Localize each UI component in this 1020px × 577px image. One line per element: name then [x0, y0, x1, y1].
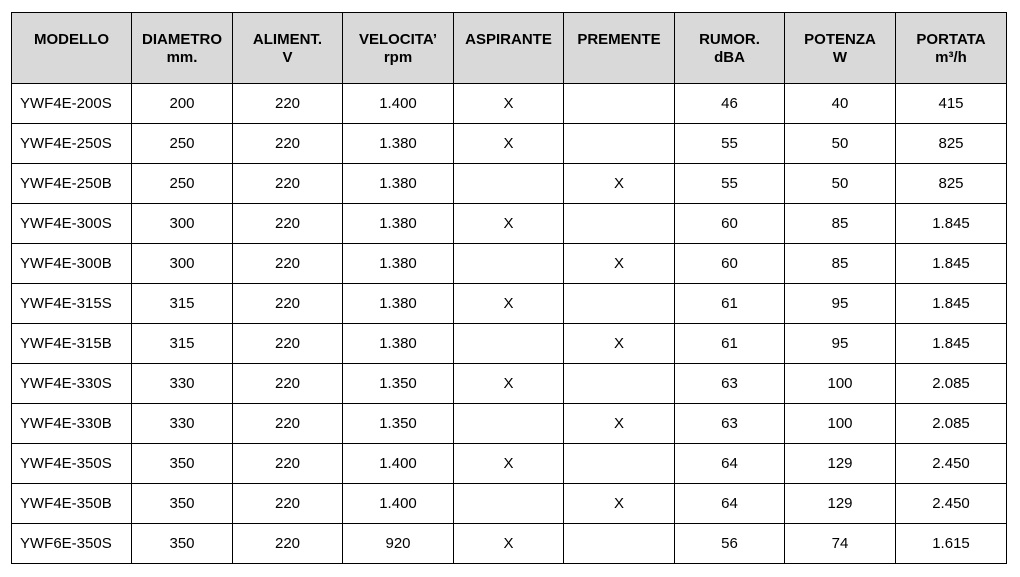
column-header-diametro	[132, 13, 233, 84]
cell-potenza: 129	[785, 444, 896, 484]
cell-aliment: 220	[233, 244, 343, 284]
column-header-unit: mm.	[166, 49, 198, 66]
fan-specification-table	[11, 12, 1007, 564]
column-header-portata	[896, 13, 1007, 84]
cell-aspirante	[454, 324, 564, 364]
cell-aliment: 220	[233, 364, 343, 404]
table-header	[12, 13, 1007, 84]
column-header-premente	[564, 13, 675, 84]
cell-aliment: 220	[233, 284, 343, 324]
cell-rumor: 64	[675, 444, 785, 484]
cell-portata: 2.450	[896, 444, 1007, 484]
cell-velocita: 1.400	[343, 84, 454, 124]
cell-velocita: 1.350	[343, 364, 454, 404]
cell-portata: 825	[896, 124, 1007, 164]
cell-aliment: 220	[233, 84, 343, 124]
cell-aspirante: X	[454, 84, 564, 124]
table-row	[12, 524, 1007, 564]
cell-portata: 1.845	[896, 324, 1007, 364]
column-header-label: PREMENTE	[577, 31, 661, 48]
column-header-unit: rpm	[383, 49, 413, 66]
cell-potenza: 85	[785, 244, 896, 284]
cell-premente	[564, 204, 675, 244]
cell-velocita: 1.350	[343, 404, 454, 444]
column-header-unit: m³/h	[935, 49, 967, 66]
table-row	[12, 484, 1007, 524]
cell-premente	[564, 124, 675, 164]
cell-rumor: 63	[675, 404, 785, 444]
cell-aliment: 220	[233, 484, 343, 524]
cell-aliment: 220	[233, 404, 343, 444]
table-row	[12, 204, 1007, 244]
cell-diametro: 200	[132, 84, 233, 124]
cell-premente	[564, 364, 675, 404]
cell-aspirante	[454, 484, 564, 524]
cell-rumor: 60	[675, 244, 785, 284]
table-row	[12, 404, 1007, 444]
column-header-label: ALIMENT.	[252, 31, 323, 48]
column-header-label: PORTATA	[916, 31, 986, 48]
cell-rumor: 61	[675, 324, 785, 364]
cell-aliment: 220	[233, 324, 343, 364]
cell-potenza: 129	[785, 484, 896, 524]
cell-rumor: 46	[675, 84, 785, 124]
cell-rumor: 60	[675, 204, 785, 244]
cell-aliment: 220	[233, 124, 343, 164]
cell-potenza: 95	[785, 324, 896, 364]
column-header-label: POTENZA	[804, 31, 876, 48]
cell-premente: X	[564, 484, 675, 524]
cell-modello: YWF4E-315S	[12, 284, 132, 324]
column-header-unit: W	[832, 49, 848, 66]
table-row	[12, 244, 1007, 284]
column-header-aspirante	[454, 13, 564, 84]
table-row	[12, 124, 1007, 164]
cell-premente: X	[564, 404, 675, 444]
column-header-label: ASPIRANTE	[465, 31, 552, 48]
table-row	[12, 84, 1007, 124]
cell-modello: YWF4E-200S	[12, 84, 132, 124]
cell-modello: YWF4E-315B	[12, 324, 132, 364]
cell-rumor: 64	[675, 484, 785, 524]
cell-modello: YWF4E-330S	[12, 364, 132, 404]
cell-premente: X	[564, 164, 675, 204]
column-header-label: DIAMETRO	[142, 31, 222, 48]
cell-potenza: 85	[785, 204, 896, 244]
column-header-modello	[12, 13, 132, 84]
cell-aspirante	[454, 244, 564, 284]
cell-aliment: 220	[233, 164, 343, 204]
cell-velocita: 1.380	[343, 284, 454, 324]
cell-premente: X	[564, 324, 675, 364]
cell-portata: 1.845	[896, 204, 1007, 244]
cell-potenza: 40	[785, 84, 896, 124]
cell-diametro: 300	[132, 204, 233, 244]
cell-diametro: 315	[132, 324, 233, 364]
cell-rumor: 61	[675, 284, 785, 324]
column-header-velocita	[343, 13, 454, 84]
cell-portata: 2.085	[896, 364, 1007, 404]
cell-potenza: 74	[785, 524, 896, 564]
header-row	[12, 13, 1007, 84]
cell-diametro: 350	[132, 524, 233, 564]
column-header-label: RUMOR.	[699, 31, 760, 48]
cell-diametro: 350	[132, 444, 233, 484]
cell-portata: 2.085	[896, 404, 1007, 444]
cell-diametro: 330	[132, 404, 233, 444]
cell-aspirante: X	[454, 444, 564, 484]
cell-modello: YWF4E-250B	[12, 164, 132, 204]
cell-diametro: 315	[132, 284, 233, 324]
cell-premente: X	[564, 244, 675, 284]
cell-modello: YWF4E-350S	[12, 444, 132, 484]
cell-velocita: 1.380	[343, 124, 454, 164]
cell-portata: 1.845	[896, 284, 1007, 324]
cell-premente	[564, 284, 675, 324]
cell-velocita: 1.400	[343, 444, 454, 484]
cell-potenza: 100	[785, 364, 896, 404]
cell-diametro: 300	[132, 244, 233, 284]
table-row	[12, 364, 1007, 404]
cell-premente	[564, 444, 675, 484]
cell-modello: YWF4E-300B	[12, 244, 132, 284]
cell-potenza: 100	[785, 404, 896, 444]
cell-diametro: 330	[132, 364, 233, 404]
cell-portata: 1.845	[896, 244, 1007, 284]
column-header-label: MODELLO	[34, 31, 109, 48]
cell-aspirante: X	[454, 204, 564, 244]
cell-premente	[564, 524, 675, 564]
cell-modello: YWF4E-300S	[12, 204, 132, 244]
cell-velocita: 1.380	[343, 164, 454, 204]
cell-modello: YWF4E-250S	[12, 124, 132, 164]
cell-modello: YWF4E-330B	[12, 404, 132, 444]
table-body	[12, 84, 1007, 564]
cell-modello: YWF6E-350S	[12, 524, 132, 564]
cell-velocita: 1.400	[343, 484, 454, 524]
cell-aliment: 220	[233, 524, 343, 564]
cell-premente	[564, 84, 675, 124]
cell-diametro: 350	[132, 484, 233, 524]
cell-diametro: 250	[132, 164, 233, 204]
cell-rumor: 55	[675, 164, 785, 204]
cell-potenza: 95	[785, 284, 896, 324]
cell-velocita: 1.380	[343, 244, 454, 284]
column-header-unit: V	[282, 49, 293, 66]
cell-potenza: 50	[785, 164, 896, 204]
table-row	[12, 444, 1007, 484]
column-header-potenza	[785, 13, 896, 84]
column-header-aliment	[233, 13, 343, 84]
table-row	[12, 284, 1007, 324]
cell-aliment: 220	[233, 444, 343, 484]
cell-aspirante: X	[454, 284, 564, 324]
cell-rumor: 63	[675, 364, 785, 404]
cell-portata: 415	[896, 84, 1007, 124]
cell-potenza: 50	[785, 124, 896, 164]
cell-aspirante	[454, 164, 564, 204]
cell-rumor: 55	[675, 124, 785, 164]
cell-aspirante	[454, 404, 564, 444]
cell-portata: 1.615	[896, 524, 1007, 564]
cell-portata: 2.450	[896, 484, 1007, 524]
cell-aspirante: X	[454, 364, 564, 404]
cell-aspirante: X	[454, 524, 564, 564]
cell-rumor: 56	[675, 524, 785, 564]
cell-portata: 825	[896, 164, 1007, 204]
cell-diametro: 250	[132, 124, 233, 164]
table-row	[12, 164, 1007, 204]
cell-velocita: 1.380	[343, 204, 454, 244]
cell-velocita: 1.380	[343, 324, 454, 364]
table-row	[12, 324, 1007, 364]
cell-aspirante: X	[454, 124, 564, 164]
cell-velocita: 920	[343, 524, 454, 564]
column-header-unit: dBA	[714, 49, 745, 66]
cell-aliment: 220	[233, 204, 343, 244]
column-header-label: VELOCITA’	[358, 31, 438, 48]
cell-modello: YWF4E-350B	[12, 484, 132, 524]
column-header-rumor	[675, 13, 785, 84]
